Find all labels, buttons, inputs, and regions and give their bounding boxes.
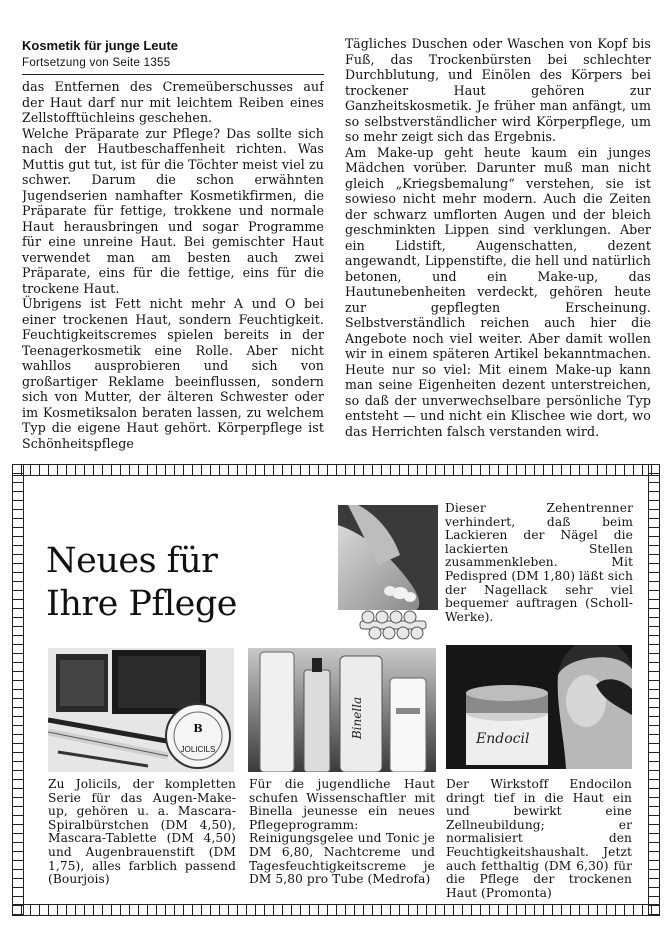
paragraph: das Entfernen des Cremeüberschusses auf der Haut darf nur mit leichtem Reiben eines Zellstofftüchleins geschehen. — [22, 79, 324, 125]
header-rule — [22, 74, 324, 75]
paragraph: Tägliches Duschen oder Waschen von Kopf bis Fuß, das Trockenbürsten bei schlechter Durchblutung, und Einölen des Körpers bei trockener Haut gehören zur Ganzheitskosmetik. Je früher man anfängt, um so selbstverständlicher wird Körperpflege, um so mehr zeigt sich das Ergebnis. — [345, 36, 651, 144]
caption-jolicils: Zu Jolicils, der kompletten Serie für das Augen-Make-up, gehören u. a. Mascara-Spiralbürstchen (DM 4,50), Mascara-Tablette (DM 4,50) und Augenbrauenstift (DM 1,75), alles farblich passend (Bourjois) — [48, 777, 236, 887]
ornamental-border-right — [648, 464, 660, 916]
feature-headline — [46, 540, 237, 626]
continuation-note: Fortsetzung von Seite 1355 — [22, 57, 171, 69]
endocilon-jar-label: Endocil — [476, 731, 530, 747]
endocilon-photo — [446, 645, 632, 769]
ornamental-border-left — [12, 464, 24, 916]
toe-separator-photo — [338, 505, 438, 645]
jolicils-box-label: JOLICILS — [180, 745, 216, 754]
article-column-2 — [345, 36, 651, 456]
headline-line: Ihre Pflege — [46, 584, 237, 624]
caption-endocilon: Der Wirkstoff Endocilon dringt tief in die Haut ein und bewirkt eine Zellneubildung; er normalisiert den Feuchtigkeitshaushalt. Jetzt auch fetthaltig (DM 6,30) für die Pflege der trockenen Haut (Promonta) — [446, 777, 632, 900]
article-title: Kosmetik für junge Leute — [22, 38, 179, 53]
paragraph: Übrigens ist Fett nicht mehr A und O bei einer trockenen Haut, sondern Feuchtigkeit. Feuchtigkeitscremes spielen bereits in der Teenagerkosmetik eine Rolle. Aber nicht wahllos ausprobieren und sich von großartiger Reklame beeinflussen, sondern sich von Mutter, der älteren Schwester oder im Kosmetiksalon beraten lassen, zu welchem Typ die eigene Haut gehört. Körperpflege ist Schönheitspflege — [22, 296, 324, 451]
paragraph: Welche Präparate zur Pflege? Das sollte sich nach der Hautbeschaffenheit richten. Was Muttis gut tut, ist für die Töchter meist viel zu schwer. Darum die schon erwähnten Jugendserien namhafter Kosmetikfirmen, die Präparate für fettige, trokkene und normale Haut herausbringen und sogar Programme für eine unreine Haut. Bei gemischter Haut verwendet man am besten auch zwei Präparate, eins für die fettige, eins für die trockene Haut. — [22, 125, 324, 296]
ornamental-border-bottom — [12, 904, 660, 916]
ornamental-border-top — [12, 464, 660, 476]
binella-photo — [248, 648, 436, 772]
binella-tube-label: Binella — [350, 696, 364, 740]
article-column-1 — [22, 79, 324, 456]
paragraph: Am Make-up geht heute kaum ein junges Mädchen vorüber. Darunter muß man nicht gleich „Kriegsbemalung“ verstehen, sie ist sowieso nicht mehr modern. Auch die Zeiten der schwarz umflorten Augen und der bleich geschminkten Lippen sind verklungen. Aber ein Lidstift, Augenschatten, dezent angewandt, Lippenstifte, die hell und natürlich betonen, und ein Make-up, das Hautunebenheiten verdeckt, gehören heute zur gepflegten Erscheinung. Selbstverständlich reichen auch hier die Angebote noch viel weiter. Aber damit wollen wir in einem späteren Artikel bekanntmachen. Heute nur so viel: Mit einem Make-up kann man seine Eigenheiten dezent unterstreichen, so daß der unverwechselbare persönliche Typ entsteht — und nicht ein Klischee wie dort, wo das Herrichten falsch verstanden wird. — [345, 144, 651, 439]
caption-toe-separator: Dieser Zehentrenner verhindert, daß beim Lackieren der Nägel die lackierten Stellen zusammenkleben. Mit Pedispred (DM 1,80) läßt sich der Nagellack sehr viel bequemer auftragen (Scholl-Werke). — [445, 501, 633, 624]
caption-binella: Für die jugendliche Haut schufen Wissenschaftler mit Binella jeunesse ein neues Pflegeprogramm: Reinigungsgelee und Tonic je DM 6,80, Nachtcreme und Tagesfeuchtigkeitscreme je DM 5,80 pro Tube (Medrofa) — [249, 777, 435, 887]
headline-line: Neues für — [46, 541, 218, 581]
jolicils-photo — [48, 648, 234, 772]
svg-text:B: B — [193, 722, 203, 735]
